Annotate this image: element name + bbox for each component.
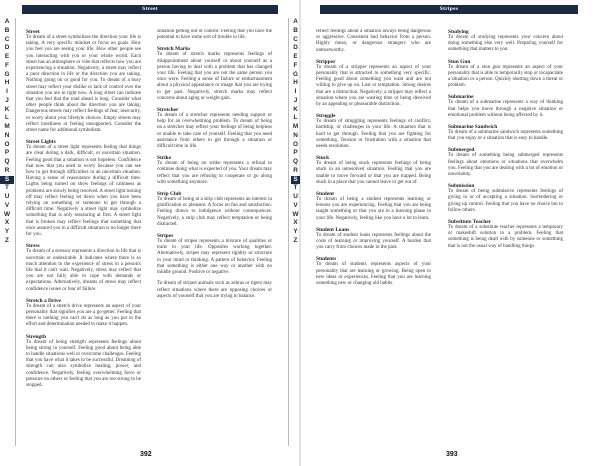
right-header-title: Stripes — [439, 6, 459, 12]
entry-heading: Struggle — [316, 113, 336, 120]
entry-body: situation getting out of control. Feeling that you have the potential to have some sort of trouble in life. — [157, 29, 272, 41]
dictionary-entry — [316, 191, 431, 222]
entry-body: To dream of a street symbolizes the direction your life is taking. A very specific mindset or focus on goals. How you feel you are seeing your life. How other people see you interacting with you or your whole world. Each street has an atmosphere or vibe that reflects how you are experiencing a situation. Negatively, a street may reflect a poor direction in life or the direction you are taking. Nothing going on or good for you. To dream of a busy street may reflect your dislike or lack of control over the situation you are in right now. A long street can indicate that you feel that the road ahead is long. Consider what other people think about the direction you are taking. Dangerous streets may reflect feelings of fear, insecurity, or worry about your lifestyle choices. Empty streets may reflect loneliness or feeling unsupported. Consider the street name for additional symbolism. — [26, 35, 141, 134]
entry-heading: Stun Gun — [448, 58, 471, 65]
right-page — [300, 0, 600, 466]
entry-body: reflect feelings about a situation always being dangerous or aggressive. Consistent bad behavior from a person. Highly mean, or dangerous strangers who are untrustworthy. — [316, 29, 431, 53]
dictionary-entry — [157, 107, 272, 150]
left-index-letter-a[interactable]: A — [4, 18, 10, 25]
right-index-letter-m[interactable]: M — [292, 123, 299, 130]
entry-body: To dream of something being submerged represents feelings about emotions or situations that overwhelm you. Feeling that you are dealing with a lot of emotion or uncertainty. — [448, 153, 563, 178]
right-index-letter-l[interactable]: L — [293, 114, 298, 122]
entry-body: To dream of being strength represents feelings about being strong in yourself. Feeling good about being able to handle situations well or overcome challenges. Feeling that you have what it takes to be successful. Dreaming of strength can also symbolize healing, power, and confidence. Negatively, feeling overwhelming force or pressure on others or feeling that you are too strong to be stopped. — [26, 339, 141, 388]
right-index-letter-u[interactable]: U — [293, 193, 298, 200]
entry-heading: Student — [316, 191, 334, 198]
right-index-letter-y[interactable]: Y — [293, 228, 298, 235]
dictionary-entry — [448, 183, 563, 214]
dictionary-entry — [157, 281, 272, 300]
entry-heading: Submerged — [448, 147, 475, 154]
right-page-number: 393 — [446, 451, 458, 458]
left-header-title: Street — [142, 6, 158, 12]
entry-heading: Stuck — [316, 155, 330, 162]
right-index-letter-e[interactable]: E — [293, 53, 298, 60]
dictionary-entry — [316, 29, 431, 54]
entry-heading: Stripes — [157, 233, 174, 240]
entry-heading: Street Lights — [26, 139, 56, 146]
left-index-letter-f[interactable]: F — [5, 61, 9, 69]
left-index-letter-r[interactable]: R — [4, 166, 10, 174]
entry-body: To dream of stripes represents a mixture of qualities or traits in your life. Opposites working together. Alternatively, stripes may represent rigidity or structure in your mind or thinking. A pattern of behavior. Feeling that something is either one way or another with no middle ground. Positive or negative. — [157, 239, 272, 276]
right-index-letter-b[interactable]: B — [293, 26, 298, 34]
entry-body: To dream of a stressor represents a direction in life that is uncertain or undesirable. It indicates where there is so much attention to the experience of stress in a person's life that it can't wait. Negatively, stress may reflect that you are not fully able to cope with demands or expectations. Alternatively, dreams of stress may reflect confidence issues or fear of failure. — [26, 249, 141, 292]
dictionary-entry — [316, 59, 431, 108]
right-index-letter-z[interactable]: Z — [293, 236, 298, 244]
left-index-letter-y[interactable]: Y — [4, 228, 10, 235]
entry-body: To dream of a stripper represents an aspect of your personality that is attracted to something very specific. Feeling good about something you want and are not willing to give up on. Lust or temptation. Strong desires that are a distraction. Negatively, a stripper may reflect a situation where you are wasting time or being deceived by an appealing or pleasurable distraction. — [316, 64, 431, 108]
left-index-letter-e[interactable]: E — [4, 53, 10, 60]
right-index-letter-g[interactable]: G — [293, 70, 298, 78]
dictionary-entry — [157, 155, 272, 186]
entry-body: To dream of stretch marks represents feelings of disappointment about yourself or about yourself as a person having to deal with a problem that has changed your life. Feeling that you are not the same person you once were. Feeling a sense of failure or embarrassment about a physical appearance or image that you are trying to get past. Negatively, stretch marks may reflect concerns about aging or weight gain. — [157, 52, 272, 101]
entry-body: To dream of student loans represents feelings about the costs of learning or improving yourself. A burden that you carry from choices made in the past. — [316, 232, 431, 251]
left-header-bar — [22, 5, 278, 14]
right-index-letter-j[interactable]: J — [293, 96, 298, 104]
entry-body: To dream of a substitute teacher represents a temporary or makeshift solution to a problem. Feeling that something is being dealt with by someone or something that is not the usual way of handling things. — [448, 225, 563, 249]
dictionary-entry — [448, 219, 563, 250]
entry-heading: Stripper — [316, 58, 336, 65]
left-index-letter-c[interactable]: C — [4, 35, 10, 43]
left-index-letter-d[interactable]: D — [4, 44, 10, 52]
right-index-letter-v[interactable]: V — [293, 201, 298, 209]
entry-body: To dream of studying represents your concern about doing something else very well. Preparing yourself for something that matters to you. — [448, 35, 563, 53]
entry-heading: Student Loans — [316, 226, 350, 233]
left-index-letter-v[interactable]: V — [4, 201, 10, 209]
entry-body: To dream of students represents aspects of your personality that are learning or growing. Being open to new ideas or experiences. Feeling that you are learning something new or changing old habits. — [316, 262, 431, 287]
entry-heading: Strip Club — [157, 191, 182, 198]
left-index-letter-j[interactable]: J — [5, 96, 9, 104]
dictionary-entry — [26, 243, 141, 292]
left-index-letter-b[interactable]: B — [4, 26, 10, 34]
entry-body: To dream of striped animals such as zebras or tigers may reflect situations where there are opposing choices or aspects of yourself that you are trying to balance. — [157, 281, 272, 299]
entry-heading: Stretcher — [157, 107, 179, 114]
entry-body: To dream of being stuck represents feelings of being stuck in an unresolved situation. Feeling that you are unable to move forward or that you are trapped. Being stuck in a place that you cannot leave or get out of. — [316, 161, 431, 185]
right-index-letter-h[interactable]: H — [293, 79, 298, 87]
entry-body: To dream of struggling represents feelings of conflict, hardship, or challenges in your life. A situation that is hard to get through. Feeling that you are fighting for something. Tension or frustration with a situation that needs resolution. — [316, 119, 431, 150]
entry-body: To dream of being a student represents learning or lessons you are experiencing. Feeling that you are being taught something or that you are in a learning phase in your life. Negatively, feeling like you have a lot to learn. — [316, 197, 431, 221]
dictionary-entry — [316, 256, 431, 287]
left-index-letter-n[interactable]: N — [4, 131, 10, 139]
dictionary-entry — [26, 139, 141, 238]
entry-heading: Submarine Sandwich — [448, 124, 498, 131]
entry-body: To dream of a submarine sandwich represents something that you enjoy or a situation that is easy to handle. — [448, 130, 563, 142]
left-index-letter-l[interactable]: L — [5, 114, 9, 122]
left-margin-rule — [15, 18, 16, 446]
entry-heading: Strike — [157, 155, 172, 162]
entry-body: To dream of being on strike represents a refusal to continue doing what is expected of you. Your dream may reflect that you are refusing to cooperate or go along with something anymore. — [157, 161, 272, 185]
entry-body: To dream of a street light represents feeling that things are clear during a dark, difficult, or uncertain situation. Feeling good that a situation is not hopeless. Confidence that now that you need to worry because you can see how to get through difficulties in an uncertain situation. Having a sense of reassurance during a difficult time. Lights being turned on show feelings of calmness as problems are slowly being resolved. A street light turning off may reflect feeling let down when you have been relying on something or someone to get through a difficult time. Negatively a street light may symbolize something that is only reassuring at first. A street light that is broken may reflect feelings that something that once assured you in a difficult situation is no longer there for you. — [26, 145, 141, 238]
dictionary-entry — [316, 227, 431, 252]
left-index-letter-s[interactable]: S — [0, 176, 14, 185]
entry-heading: Students — [316, 256, 337, 263]
left-index-letter-x[interactable]: X — [4, 219, 10, 227]
left-index-letter-g[interactable]: G — [4, 70, 10, 78]
right-index-letter-s[interactable]: S — [291, 176, 300, 185]
entry-heading: Submission — [448, 183, 475, 190]
left-index-letter-p[interactable]: P — [4, 149, 10, 157]
entry-body: To dream of a submarine represents a way of thinking that helps you move through a negative situation or emotional problem without being affected by it. — [448, 100, 563, 118]
right-index-letter-f[interactable]: F — [293, 61, 298, 69]
entry-body: To dream of a stretcher represents needing support or help for an overwhelming problem. To dream of being on a stretcher may reflect your feelings of being helpless or unable to take care of yourself. Feeling that you need assistance from others to get through a situation or difficult time in life. — [157, 113, 272, 150]
dictionary-entry — [448, 29, 563, 54]
right-index-letter-o[interactable]: O — [293, 140, 298, 148]
left-index-letter-t[interactable]: T — [5, 184, 9, 192]
left-index-letter-z[interactable]: Z — [5, 236, 9, 244]
dictionary-entry — [316, 155, 431, 186]
left-index-letter-i[interactable]: I — [6, 88, 8, 95]
entry-heading: Stretch Marks — [157, 46, 191, 53]
right-index-letter-r[interactable]: R — [293, 166, 298, 174]
left-alphabet-index — [0, 18, 14, 246]
entry-body: To dream of a stun gun represents an aspect of your personality that is able to temporarily stop or incapacitate a situation or a person. Quickly shutting down a threat or problem. — [448, 64, 563, 89]
entry-heading: Street — [26, 29, 40, 35]
left-index-letter-m[interactable]: M — [4, 123, 10, 130]
left-index-letter-h[interactable]: H — [4, 79, 10, 87]
right-index-letter-x[interactable]: X — [293, 219, 298, 227]
right-index-letter-i[interactable]: I — [294, 88, 297, 95]
dictionary-entry — [448, 124, 563, 142]
entry-heading: Submarine — [448, 94, 474, 101]
entry-heading: Studying — [448, 29, 469, 35]
right-index-letter-n[interactable]: N — [293, 131, 298, 139]
left-index-letter-w[interactable]: W — [3, 210, 11, 218]
right-index-letter-p[interactable]: P — [293, 149, 298, 157]
right-margin-rule — [288, 18, 289, 446]
left-column-1 — [26, 29, 141, 444]
right-index-letter-t[interactable]: T — [293, 184, 298, 192]
dictionary-entry — [157, 233, 272, 276]
right-index-letter-d[interactable]: D — [293, 44, 298, 52]
dictionary-entry — [448, 59, 563, 90]
right-column-2 — [448, 29, 563, 444]
entry-body: To dream of being at a strip club represents an interest in gratification or pleasure. A focus on fun and satisfaction. Feeling drawn to indulgence without consequences. Negatively, a strip club may reflect temptation or being distracted. — [157, 197, 272, 227]
entry-body: To dream of being submissive represents feelings of giving in or of accepting a situation. Surrendering or giving up control. Feeling that you have no choice but to follow others. — [448, 189, 563, 213]
dictionary-entry — [157, 29, 272, 41]
entry-heading: Substitute Teacher — [448, 219, 491, 226]
left-page-number: 392 — [140, 451, 152, 458]
entry-body: To dream of a stretch drive represents an aspect of your personality that signifies you are a go-getter. Feeling that there is nothing you can't do as long as you put in the effort and determination needed to make it happen. — [26, 303, 141, 328]
left-column-2 — [157, 29, 272, 444]
dictionary-entry — [26, 298, 141, 329]
right-alphabet-index — [291, 18, 300, 246]
dictionary-entry — [26, 334, 141, 390]
right-index-letter-q[interactable]: Q — [293, 158, 298, 165]
right-index-letter-k[interactable]: K — [293, 105, 298, 113]
right-index-letter-a[interactable]: A — [293, 18, 298, 25]
entry-heading: Stress — [26, 243, 40, 250]
left-index-letter-u[interactable]: U — [4, 193, 10, 200]
entry-heading: Strength — [26, 333, 46, 340]
right-index-letter-w[interactable]: W — [292, 210, 299, 218]
dictionary-entry — [157, 191, 272, 228]
dictionary-entry — [448, 147, 563, 178]
dictionary-entry — [448, 94, 563, 119]
right-index-letter-c[interactable]: C — [293, 35, 298, 43]
left-index-letter-k[interactable]: K — [4, 105, 10, 113]
dictionary-entry — [316, 113, 431, 150]
dictionary-entry — [26, 29, 141, 134]
right-header-bar — [320, 5, 578, 14]
entry-heading: Stretch a Drive — [26, 297, 61, 304]
left-index-letter-o[interactable]: O — [4, 140, 10, 148]
dictionary-entry — [157, 46, 272, 102]
left-index-letter-q[interactable]: Q — [4, 158, 10, 165]
right-column-1 — [316, 29, 431, 444]
